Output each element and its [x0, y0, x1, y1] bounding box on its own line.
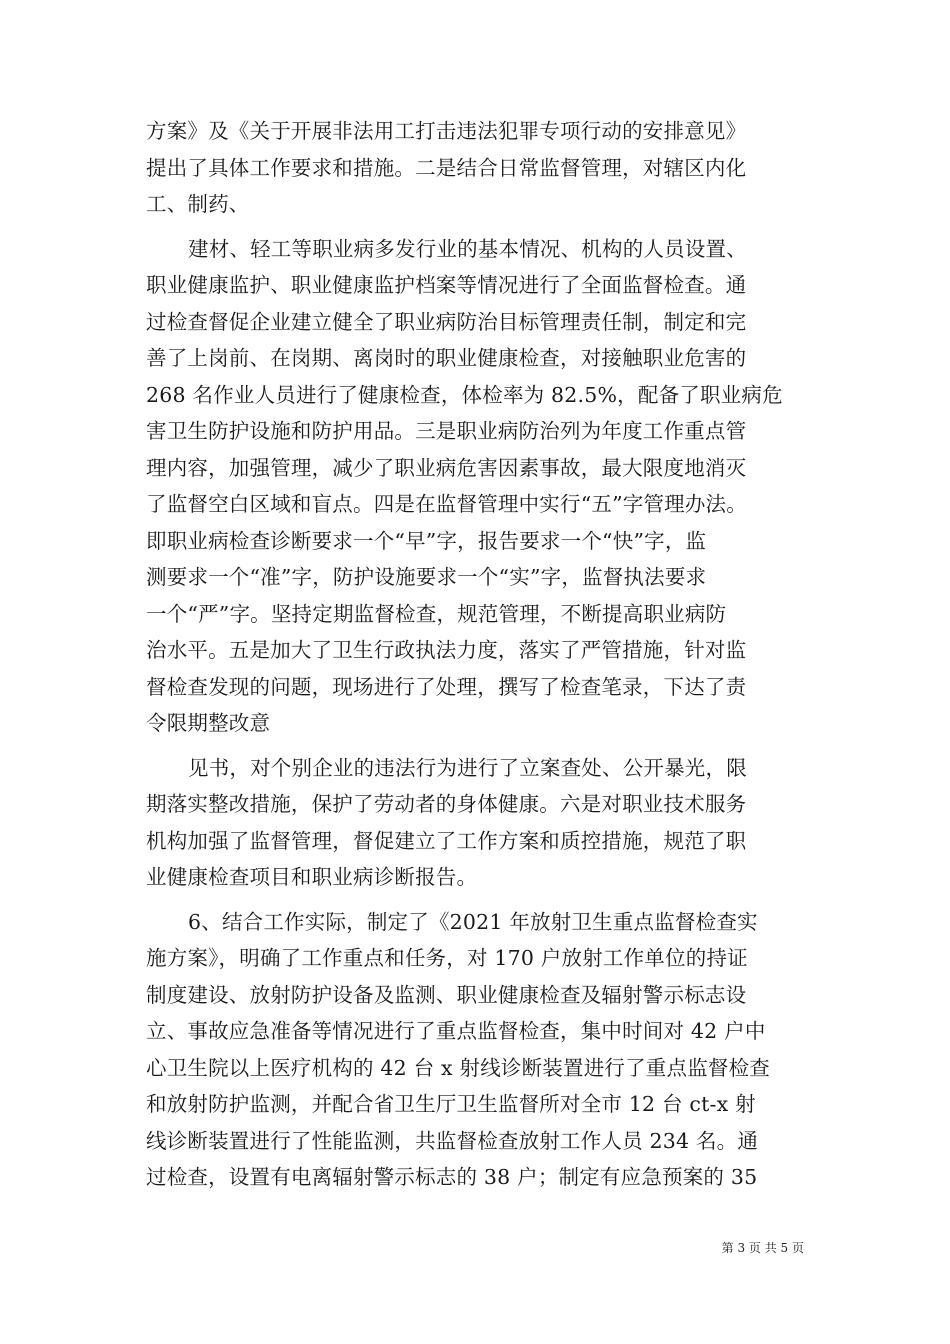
text-line: 一个“严”字。坚持定期监督检查，规范管理，不断提高职业病防	[146, 601, 727, 626]
document-body	[146, 113, 818, 1196]
text-line: 过检查督促企业建立健全了职业病防治目标管理责任制，制定和完	[146, 309, 747, 334]
text-line: 治水平。五是加大了卫生行政执法力度，落实了严管措施，针对监	[146, 638, 747, 662]
text-line: 督检查发现的问题，现场进行了处理，撰写了检查笔录，下达了责	[146, 674, 747, 699]
text-line: 即职业病检查诊断要求一个“早”字，报告要求一个“快”字，监	[146, 528, 707, 553]
text-line: 制度建设、放射防护设备及监测、职业健康检查及辐射警示标志设	[146, 982, 747, 1007]
text-line: 和放射防护监测，并配合省卫生厅卫生监督所对全市 12 台 ct-x 射	[146, 1092, 756, 1116]
text-line: 提出了具体工作要求和措施。二是结合日常监督管理，对辖区内化	[146, 155, 747, 180]
text-line: 理内容，加强管理，减少了职业病危害因素事故，最大限度地消灭	[146, 455, 747, 480]
text-line: 心卫生院以上医疗机构的 42 台 x 射线诊断装置进行了重点监督检查	[146, 1055, 771, 1080]
text-line: 268 名作业人员进行了健康检查，体检率为 82.5%，配备了职业病危	[146, 382, 783, 407]
page-number: 第 3 页 共 5 页	[721, 1241, 804, 1255]
text-line: 方案》及《关于开展非法用工打击违法犯罪专项行动的安排意见》	[146, 119, 747, 143]
text-line: 施方案》，明确了工作重点和任务，对 170 户放射工作单位的持证	[146, 946, 748, 970]
text-line: 机构加强了监督管理，督促建立了工作方案和质控措施，规范了职	[146, 828, 747, 853]
text-line: 过检查，设置有电离辐射警示标志的 38 户；制定有应急预案的 35	[146, 1165, 758, 1189]
text-line: 令限期整改意	[146, 711, 271, 735]
text-line: 业健康检查项目和职业病诊断报告。	[146, 865, 478, 889]
text-line: 职业健康监护、职业健康监护档案等情况进行了全面监督检查。通	[146, 273, 747, 297]
text-line: 善了上岗前、在岗期、离岗时的职业健康检查，对接触职业危害的	[146, 346, 747, 370]
text-line: 6、结合工作实际，制定了《2021 年放射卫生重点监督检查实	[188, 909, 758, 934]
text-line: 建材、轻工等职业病多发行业的基本情况、机构的人员设置、	[188, 236, 747, 261]
text-line: 害卫生防护设施和防护用品。三是职业病防治列为年度工作重点管	[146, 419, 747, 443]
text-line: 期落实整改措施，保护了劳动者的身体健康。六是对职业技术服务	[146, 792, 747, 816]
text-line: 工、制药、	[146, 192, 250, 216]
text-line: 线诊断装置进行了性能监测，共监督检查放射工作人员 234 名。通	[146, 1128, 759, 1153]
text-line: 见书，对个别企业的违法行为进行了立案查处、公开暴光，限	[188, 755, 747, 780]
text-line: 测要求一个“准”字，防护设施要求一个“实”字，监督执法要求	[146, 565, 707, 589]
text-line: 立、事故应急准备等情况进行了重点监督检查，集中时间对 42 户中	[146, 1019, 766, 1043]
text-line: 了监督空白区域和盲点。四是在监督管理中实行“五”字管理办法。	[146, 492, 747, 516]
